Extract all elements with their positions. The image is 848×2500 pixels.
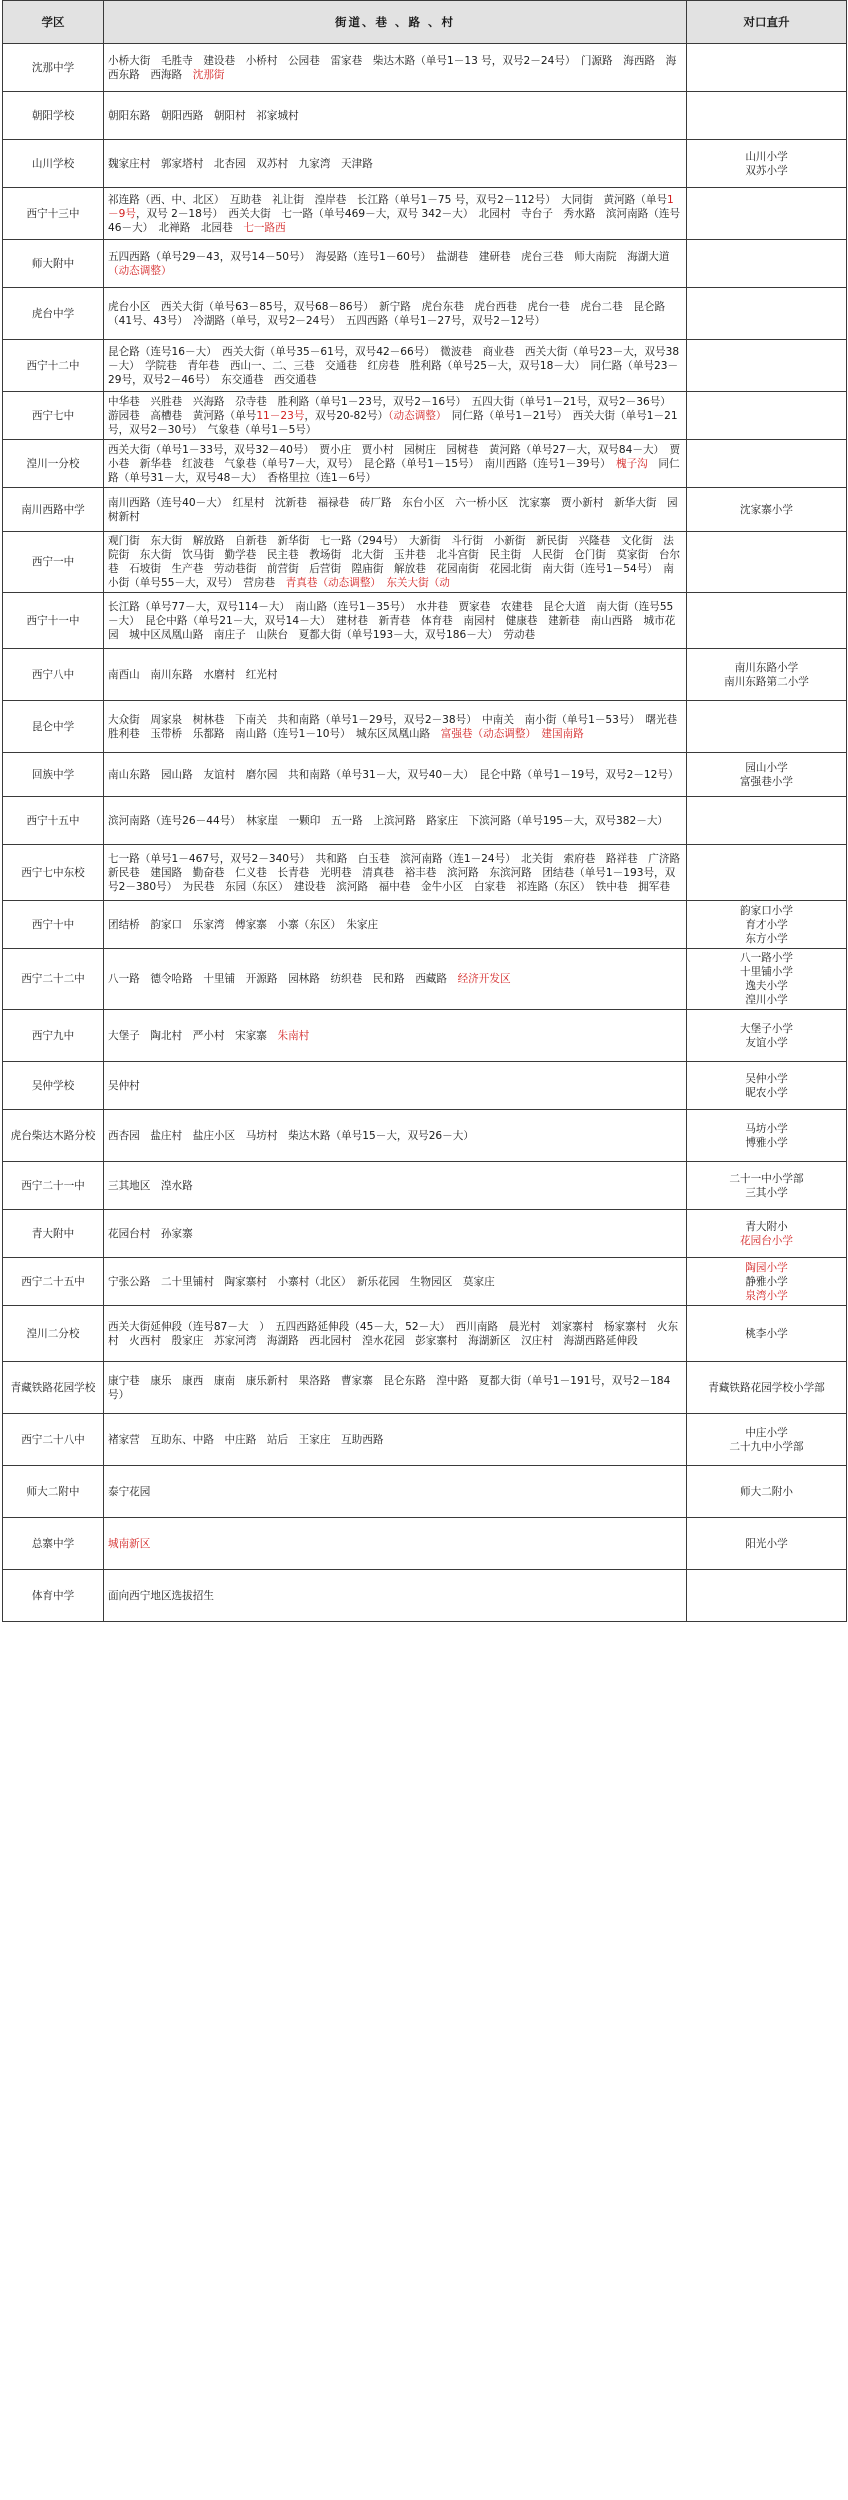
street-text: 昆仑路（连号16－大） 西关大街（单号35－61号，双号42－66号） 微波巷 商业巷 西关大街（单号23－大，双号38－大） 学院巷 青年巷 西山一、二、三巷 交通巷 红房巷 胜利路（单号25－大，双号18－大） 同仁路（单号23－29号，双号2－46号） 东交通巷 西交通巷 [108, 345, 680, 386]
street-highlight: 建国南路 [541, 727, 584, 740]
primary-school-name: 韵家口小学 [740, 904, 793, 917]
primary-school-list [687, 288, 847, 340]
street-text: 五四西路（单号29－43，双号14－50号） 海晏路（连号1－60号） 盐湖巷 建研巷 虎台三巷 师大南院 海湖大道 [108, 250, 670, 263]
street-list [104, 797, 687, 845]
street-text: 滨河南路（连号26－44号） 林家崖 一颗印 五一路 上滨河路 路家庄 下滨河路（单号195－大，双号382－大） [108, 814, 669, 827]
header-district: 学区 [3, 1, 104, 44]
primary-school-name: 大堡子小学 [740, 1022, 793, 1035]
school-name: 体育中学 [3, 1570, 104, 1622]
primary-school-name: 阳光小学 [745, 1537, 788, 1550]
school-name: 西宁七中 [3, 392, 104, 440]
street-highlight: （动态调整） [388, 409, 442, 422]
school-name: 西宁一中 [3, 532, 104, 593]
primary-school-list [687, 1306, 847, 1362]
street-list [104, 593, 687, 649]
school-name: 师大附中 [3, 240, 104, 288]
street-highlight: （动态调整） [108, 264, 172, 277]
street-text: ，双号20-82号） [304, 409, 389, 422]
table-row [3, 649, 847, 701]
table-row [3, 488, 847, 532]
primary-school-name: 育才小学 [745, 918, 788, 931]
primary-school-list [687, 1210, 847, 1258]
street-text [531, 728, 542, 740]
header-streets: 街道、巷 、路 、村 [104, 1, 687, 44]
school-name: 西宁二十八中 [3, 1414, 104, 1466]
primary-school-list [687, 1414, 847, 1466]
table-row [3, 1010, 847, 1062]
primary-school-list [687, 440, 847, 488]
primary-school-list [687, 797, 847, 845]
street-list [104, 340, 687, 392]
street-list [104, 949, 687, 1010]
primary-school-list [687, 1162, 847, 1210]
primary-school-name: 中庄小学 [745, 1426, 788, 1439]
primary-school-list [687, 392, 847, 440]
table-row [3, 340, 847, 392]
street-text: 面向西宁地区选拔招生 [108, 1589, 214, 1602]
primary-school-name: 园山小学 [745, 761, 788, 774]
primary-school-name: 湟川小学 [745, 994, 788, 1006]
street-text: 吴仲村 [108, 1079, 140, 1092]
street-text [376, 577, 387, 589]
street-list [104, 488, 687, 532]
street-list [104, 1010, 687, 1062]
street-text: 大众街 周家泉 树林巷 下南关 共和南路（单号1－29号，双号2－38号） 中南关 南小街（单号1－53号） 曙光巷 胜利巷 玉带桥 乐都路 南山路（连号1－10号） 城东区凤凰山路 [108, 713, 688, 740]
primary-school-name: 十里铺小学 [740, 966, 793, 978]
primary-school-name: 马坊小学 [745, 1122, 788, 1135]
street-highlight: 东关大街（动 [386, 577, 450, 589]
table-row [3, 1414, 847, 1466]
primary-school-list [687, 1010, 847, 1062]
street-list [104, 92, 687, 140]
street-text: 宁张公路 二十里铺村 陶家寨村 小寨村（北区） 新乐花园 生物园区 莫家庄 [108, 1275, 495, 1288]
primary-school-name: 二十一中小学部 [729, 1172, 804, 1185]
street-highlight: 城南新区 [108, 1537, 151, 1550]
primary-school-name: 八一路小学 [740, 952, 793, 964]
street-list [104, 1518, 687, 1570]
school-name: 总寨中学 [3, 1518, 104, 1570]
street-highlight: 七一路西 [243, 221, 286, 234]
primary-school-name: 友谊小学 [745, 1036, 788, 1049]
primary-school-name: 南川东路第二小学 [724, 675, 809, 688]
table-row [3, 845, 847, 901]
table-row [3, 1162, 847, 1210]
table-row [3, 288, 847, 340]
table-row [3, 1466, 847, 1518]
school-name: 沈那中学 [3, 44, 104, 92]
street-list [104, 1414, 687, 1466]
street-list [104, 188, 687, 240]
primary-school-list [687, 949, 847, 1010]
street-list [104, 1306, 687, 1362]
street-text: 西关大街（单号1－33号，双号32－40号） 贾小庄 贾小村 园树庄 园树巷 黄河路（单号27－大，双号84－大） 贾小巷 新华巷 红波巷 气象巷（单号7－大，双号） 昆仑路（单号1－15号） 南川西路（连号1－39号） [108, 443, 681, 470]
primary-school-list [687, 701, 847, 753]
street-text: 虎台小区 西关大街（单号63－85号，双号68－86号） 新宁路 虎台东巷 虎台西巷 虎台一巷 虎台二巷 昆仑路（41号、43号） 冷湖路（单号，双号2－24号） 五四西路（单号1－27号，双号2－12号） [108, 300, 666, 327]
street-list [104, 1110, 687, 1162]
table-row [3, 44, 847, 92]
street-list [104, 1062, 687, 1110]
primary-school-name: 二十九中小学部 [729, 1440, 804, 1453]
street-list [104, 701, 687, 753]
street-text: 南酉山 南川东路 水磨村 红光村 [108, 668, 278, 681]
street-list [104, 1570, 687, 1622]
street-list [104, 288, 687, 340]
street-text: 西关大街延伸段（连号87－大 ） 五四西路延伸段（45－大，52－大） 西川南路 晨光村 刘家寨村 杨家寨村 火东村 火西村 殷家庄 苏家河湾 海湖路 西北园村 湟水花园 彭家寨村 海湖新区 汉庄村 海湖西路延伸段 [108, 1320, 679, 1347]
primary-school-name: 桃李小学 [745, 1327, 788, 1340]
school-name: 青大附中 [3, 1210, 104, 1258]
primary-school-list [687, 488, 847, 532]
street-list [104, 845, 691, 901]
table-row [3, 701, 847, 753]
street-text: 魏家庄村 郭家塔村 北杏园 双苏村 九家湾 天津路 [108, 157, 373, 170]
street-text: 祁连路（西、中、北区） 互助巷 礼让街 湟岸巷 长江路（单号1－75 号，双号2－112号） 大同街 黄河路（单号 [108, 193, 668, 206]
table-body [3, 44, 847, 1622]
school-name: 西宁十一中 [3, 593, 104, 649]
primary-school-name: 昵农小学 [745, 1086, 788, 1099]
primary-school-list [687, 92, 847, 140]
street-text: 中华巷 兴胜巷 兴海路 尕寺巷 胜利路（单号1－23号，双号2－16号） 五四大街（单号1－21号，双号2－36号） 游园巷 高槽巷 黄河路（单号 [108, 395, 677, 422]
table-row [3, 1062, 847, 1110]
table-row [3, 532, 847, 593]
primary-school-list [687, 845, 847, 901]
street-list [104, 649, 687, 701]
street-text: 三其地区 湟水路 [108, 1179, 193, 1192]
primary-school-name: 花园台小学 [740, 1234, 793, 1247]
table-row [3, 1210, 847, 1258]
primary-school-list [687, 532, 847, 593]
school-name: 回族中学 [3, 753, 104, 797]
street-list [104, 440, 687, 488]
school-name: 西宁十三中 [3, 188, 104, 240]
table-row [3, 392, 847, 440]
table-row [3, 753, 847, 797]
street-highlight: 沈那街 [192, 68, 225, 81]
school-name: 西宁十中 [3, 901, 104, 949]
street-text: 南川西路（连号40－大） 红星村 沈新巷 福禄巷 砖厂路 东台小区 六一桥小区 沈家寨 贾小新村 新华大街 园树新村 [108, 496, 678, 523]
primary-school-list [687, 140, 847, 188]
table-row [3, 1518, 847, 1570]
street-text: 八一路 德令哈路 十里铺 开源路 园林路 纺织巷 民和路 西藏路 [108, 973, 458, 985]
table-row [3, 240, 847, 288]
school-name: 西宁十二中 [3, 340, 104, 392]
primary-school-name: 静雅小学 [745, 1275, 788, 1288]
table-row [3, 440, 847, 488]
primary-school-name: 青大附小 [745, 1220, 788, 1233]
table-row [3, 1110, 847, 1162]
primary-school-name: 沈家寨小学 [740, 503, 793, 516]
street-list [104, 1210, 687, 1258]
school-name: 西宁二十五中 [3, 1258, 104, 1306]
street-text: 褚家营 互助东、中路 中庄路 站后 王家庄 互助西路 [108, 1433, 384, 1446]
street-list [104, 240, 687, 288]
street-text: 同仁路（单号1－21号） 西关大街（单号1－21号，双号2－30号） 气象巷（单号1－5号） [108, 409, 678, 436]
street-text: 团结桥 韵家口 乐家湾 傅家寨 小寨（东区） 朱家庄 [108, 918, 379, 931]
table-row [3, 1306, 847, 1362]
school-name: 西宁九中 [3, 1010, 104, 1062]
school-name: 西宁八中 [3, 649, 104, 701]
street-list [104, 1362, 687, 1414]
primary-school-list [687, 1062, 847, 1110]
primary-school-name: 青藏铁路花园学校小学部 [708, 1381, 825, 1394]
school-name: 湟川一分校 [3, 440, 104, 488]
street-text: 康宁巷 康乐 康西 康南 康乐新村 果洛路 曹家寨 昆仑东路 湟中路 夏都大街（单号1－191号，双号2－184号） [108, 1374, 671, 1401]
street-list [104, 753, 687, 797]
street-text: 西杏园 盐庄村 盐庄小区 马坊村 柴达木路（单号15－大，双号26－大） [108, 1129, 474, 1142]
street-list [104, 1258, 687, 1306]
school-name: 南川西路中学 [3, 488, 104, 532]
street-text: 朝阳东路 朝阳西路 朝阳村 祁家城村 [108, 109, 299, 122]
school-name: 青藏铁路花园学校 [3, 1362, 104, 1414]
table-row [3, 140, 847, 188]
header-primary: 对口直升 [687, 1, 847, 44]
school-name: 西宁十五中 [3, 797, 104, 845]
school-district-table [2, 0, 847, 1622]
table-row [3, 949, 847, 1010]
school-name: 昆仑中学 [3, 701, 104, 753]
street-text: 观门街 东大街 解放路 自新巷 新华街 七一路（294号） 大新街 斗行街 小新街 新民街 兴隆巷 文化街 法院街 东大街 饮马街 勤学巷 民主巷 教场街 北大街 玉井巷 北斗宫街 民主街 人民街 仓门街 莫家街 台尔巷 石坡街 生产巷 劳动巷街 前营街 后营街 隍庙街 解放巷 花园南街 花园北街 南大街（连号1－54号） 南小街（单号55－大，双号） 营房巷 [108, 535, 681, 589]
school-name: 西宁七中东校 [3, 845, 104, 901]
primary-school-list [687, 340, 847, 392]
school-name: 虎台中学 [3, 288, 104, 340]
school-name: 吴仲学校 [3, 1062, 104, 1110]
street-list [104, 140, 687, 188]
primary-school-name: 双苏小学 [745, 164, 788, 177]
primary-school-name: 陶园小学 [745, 1261, 788, 1274]
primary-school-list [687, 649, 847, 701]
primary-school-list [687, 1258, 847, 1306]
table-row [3, 92, 847, 140]
street-text: 长江路（单号77－大，双号114－大） 南山路（连号1－35号） 水井巷 贾家巷 农建巷 昆仑大道 南大街（连号55－大） 昆仑中路（单号21－大，双号14－大） 建材巷 新青巷 体育巷 南园村 健康巷 建新巷 南山西路 城市花园 城中区凤凰山路 南庄子 山陕台 夏都大街（单号193－大，双号186－大） 劳动巷 [108, 600, 676, 641]
table-row [3, 1570, 847, 1622]
street-text: 小桥大街 毛胜寺 建设巷 小桥村 公园巷 雷家巷 柴达木路（单号1－13 号，双号2－24号） 门源路 海西路 海西东路 西海路 [108, 54, 677, 81]
street-text: 花园台村 孙家寨 [108, 1227, 193, 1240]
street-highlight: 经济开发区 [457, 973, 511, 985]
primary-school-list [687, 1518, 847, 1570]
school-name: 虎台柴达木路分校 [3, 1110, 104, 1162]
table-row [3, 1362, 847, 1414]
street-list [104, 1466, 687, 1518]
primary-school-name: 师大二附小 [740, 1485, 793, 1498]
street-list [104, 1162, 687, 1210]
street-text: 大堡子 陶北村 严小村 宋家寨 [108, 1029, 278, 1042]
street-text: 七一路（单号1－467号，双号2－340号） 共和路 白玉巷 滨河南路（连1－24号） 北关街 索府巷 路祥巷 广济路 新民巷 建国路 勤奋巷 仁义巷 长青巷 光明巷 清真巷 裕丰巷 滨河路 东滨河路 团结巷（单号1－193号，双号2－380号） 为民巷 东园（东区） 建设巷 滨河路 福中巷 金牛小区 白家巷 祁连路（东区） 铁中巷 拥军巷 [108, 852, 691, 893]
street-highlight: 1－9号 [108, 193, 674, 220]
primary-school-name: 富强巷小学 [740, 775, 793, 788]
street-list [104, 392, 687, 440]
primary-school-name: 东方小学 [745, 932, 788, 945]
primary-school-name: 山川小学 [745, 150, 788, 163]
school-name: 师大二附中 [3, 1466, 104, 1518]
school-name: 朝阳学校 [3, 92, 104, 140]
primary-school-list [687, 1466, 847, 1518]
primary-school-name: 博雅小学 [745, 1136, 788, 1149]
primary-school-list [687, 188, 847, 240]
street-list [104, 44, 687, 92]
street-text: 泰宁花园 [108, 1485, 151, 1498]
street-text: 南山东路 园山路 友谊村 磨尔园 共和南路（单号31－大，双号40－大） 昆仑中路（单号1－19号，双号2－12号） [108, 768, 679, 781]
school-name: 山川学校 [3, 140, 104, 188]
primary-school-name: 三其小学 [745, 1186, 788, 1199]
street-highlight: 槐子沟 [616, 457, 648, 470]
table-row [3, 593, 847, 649]
street-highlight: 青真巷（动态调整） [285, 577, 376, 589]
street-text: 同仁路（单号31－大，双号48－大） 香格里拉（连1－6号） [108, 457, 680, 484]
table-row [3, 1258, 847, 1306]
school-name: 西宁二十一中 [3, 1162, 104, 1210]
primary-school-list [687, 240, 847, 288]
primary-school-list [687, 593, 847, 649]
primary-school-list [687, 1570, 847, 1622]
school-name: 西宁二十二中 [3, 949, 104, 1010]
primary-school-list [687, 1110, 847, 1162]
school-name: 湟川二分校 [3, 1306, 104, 1362]
primary-school-name: 南川东路小学 [734, 661, 799, 674]
header-row [3, 1, 847, 44]
table-row [3, 797, 847, 845]
street-text: ，双号 2－18号） 西关大街 七一路（单号469－大，双号 342－大） 北园村 寺台子 秀水路 滨河南路（连号46－大） 北禅路 北园巷 [108, 207, 681, 234]
primary-school-list [687, 1362, 847, 1414]
street-list [104, 532, 687, 593]
street-highlight: 11－23号 [256, 409, 305, 422]
primary-school-name: 泉湾小学 [745, 1289, 788, 1302]
primary-school-list [687, 753, 847, 797]
street-highlight: 富强巷（动态调整） [440, 727, 531, 740]
primary-school-list [687, 901, 847, 949]
street-highlight: 朱南村 [277, 1029, 310, 1042]
primary-school-name: 逸夫小学 [745, 980, 788, 992]
table-row [3, 188, 847, 240]
primary-school-name: 吴仲小学 [745, 1072, 788, 1085]
primary-school-list [687, 44, 847, 92]
table-row [3, 901, 847, 949]
street-list [104, 901, 687, 949]
